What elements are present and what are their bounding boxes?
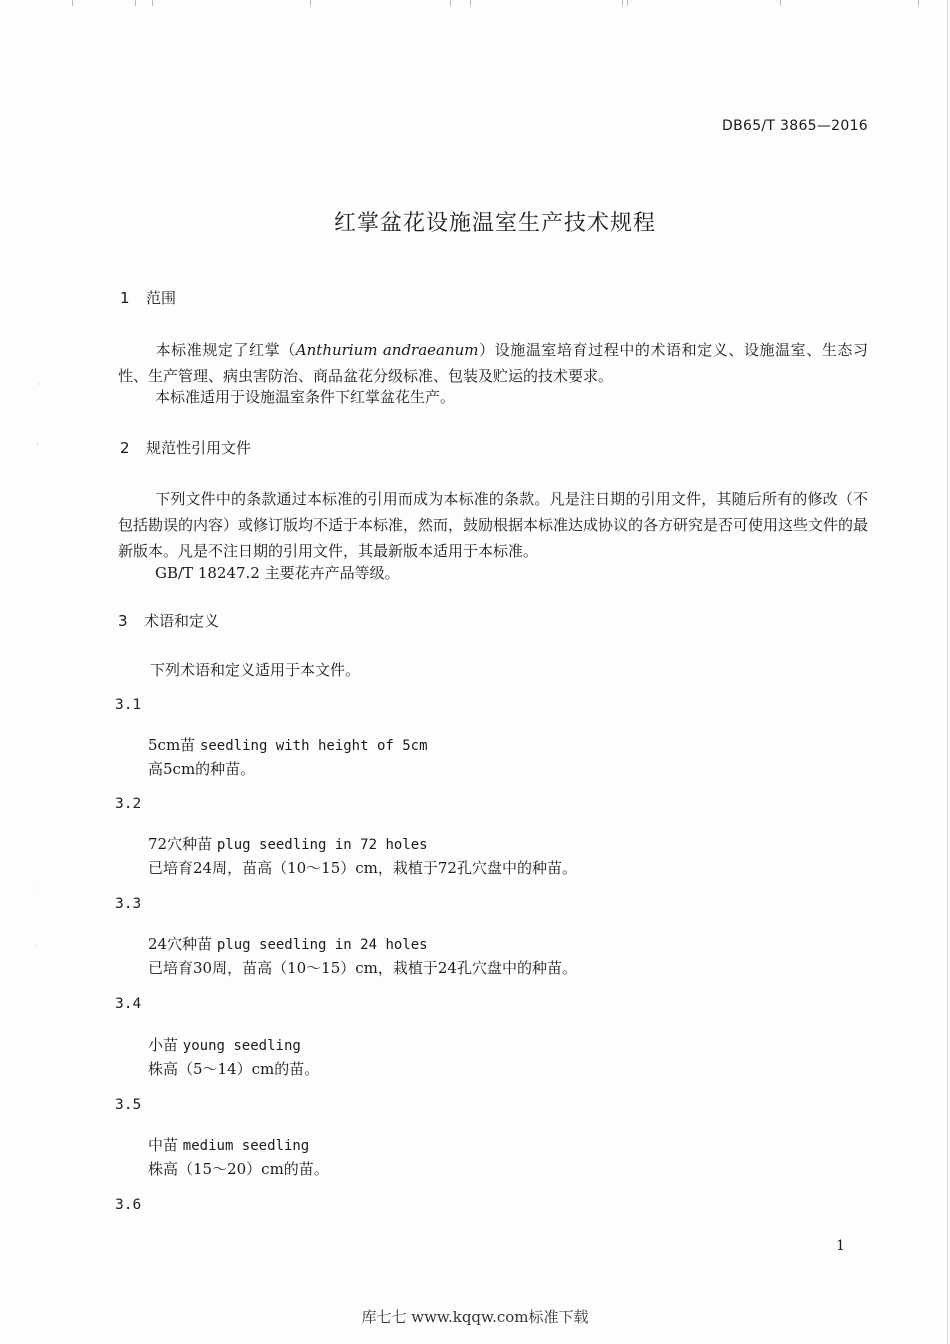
- latin-name: Anthurium andraeanum: [295, 341, 479, 359]
- section-1-heading: [120, 287, 176, 308]
- page-number: 1: [836, 1238, 845, 1254]
- section-title: 术语和定义: [144, 612, 220, 630]
- term-entry: [148, 734, 428, 755]
- term-en: seedling with height of 5cm: [199, 738, 428, 754]
- section-title: 范围: [146, 289, 177, 307]
- term-definition: 高5cm的种苗。: [148, 760, 256, 778]
- clause-number: 3.4: [115, 996, 142, 1012]
- section-number: 2: [120, 439, 130, 457]
- terms-intro: 下列术语和定义适用于本文件。: [150, 661, 361, 679]
- scan-speck: ·: [36, 884, 39, 893]
- term-zh: 5cm苗: [148, 736, 196, 754]
- scan-top-marks: [0, 0, 950, 8]
- term-en: medium seedling: [182, 1138, 310, 1154]
- scan-speck: ·: [34, 942, 37, 951]
- term-zh: 24穴种苗: [148, 935, 213, 953]
- term-zh: 小苗: [148, 1036, 179, 1054]
- term-definition: 株高（15～20）cm的苗。: [148, 1160, 329, 1178]
- scan-speck: ·: [38, 380, 41, 389]
- term-definition: 已培育24周，苗高（10～15）cm，栽植于72孔穴盘中的种苗。: [148, 859, 577, 877]
- footer-watermark: 库七七 www.kqqw.com标准下载: [361, 1308, 589, 1326]
- section-number: 1: [120, 289, 130, 307]
- scan-speck: ·: [36, 440, 39, 449]
- term-entry: [148, 833, 428, 854]
- clause-number: 3.1: [115, 697, 142, 713]
- term-zh: 中苗: [148, 1136, 179, 1154]
- clause-number: 3.3: [115, 896, 142, 912]
- clause-number: 3.6: [115, 1197, 142, 1213]
- section-2-heading: [120, 437, 251, 458]
- clause-number: 3.5: [115, 1097, 142, 1113]
- section-number: 3: [118, 612, 128, 630]
- reference-item: GB/T 18247.2 主要花卉产品等级。: [155, 564, 400, 582]
- term-en: young seedling: [182, 1038, 301, 1054]
- clause-number: 3.2: [115, 796, 142, 812]
- term-zh: 72穴种苗: [148, 835, 213, 853]
- normative-references-paragraph: 下列文件中的条款通过本标准的引用而成为本标准的条款。凡是注日期的引用文件，其随后所有的修改（不包括勘误的内容）或修订版均不适于本标准，然而，鼓励根据本标准达成协议的各方研究是否可使用这些文件的最新版本。凡是不注日期的引用文件，其最新版本适用于本标准。: [118, 490, 869, 560]
- term-en: plug seedling in 24 holes: [216, 937, 428, 953]
- term-entry: [148, 933, 428, 954]
- term-definition: 已培育30周，苗高（10～15）cm，栽植于24孔穴盘中的种苗。: [148, 959, 577, 977]
- scope-applicability: 本标准适用于设施温室条件下红掌盆花生产。: [155, 388, 456, 406]
- term-definition: 株高（5～14）cm的苗。: [148, 1060, 320, 1078]
- page-title: 红掌盆花设施温室生产技术规程: [333, 211, 656, 236]
- standard-code: DB65/T 3865—2016: [722, 118, 868, 134]
- term-en: plug seedling in 72 holes: [216, 837, 428, 853]
- scope-paragraph: 本标准规定了红掌（Anthurium andraeanum）设施温室培育过程中的术语和定义、设施温室、生态习性、生产管理、病虫害防治、商品盆花分级标准、包装及贮运的技术要求。: [118, 341, 868, 385]
- term-entry: [148, 1034, 301, 1055]
- section-title: 规范性引用文件: [146, 439, 252, 457]
- scan-right-edge: [947, 0, 948, 1344]
- term-entry: [148, 1134, 309, 1155]
- section-3-heading: [118, 610, 219, 631]
